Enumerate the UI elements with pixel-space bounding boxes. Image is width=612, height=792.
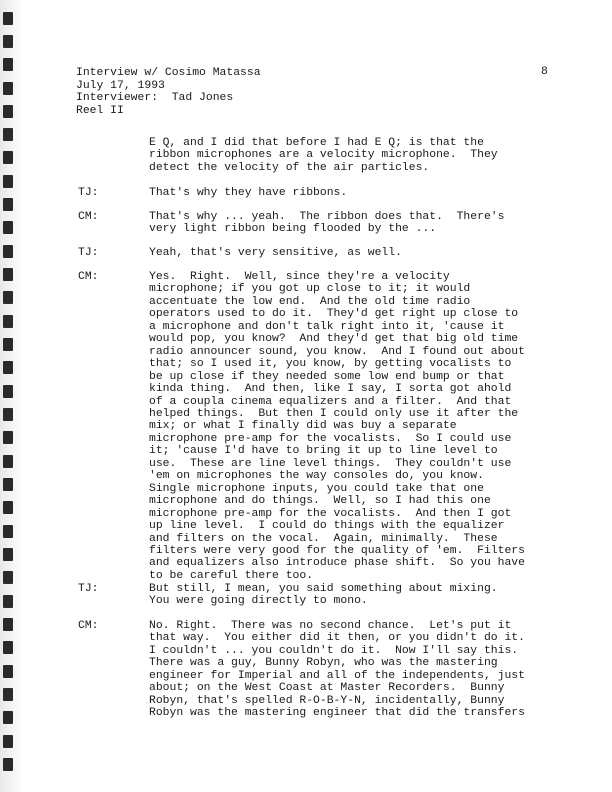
text-line: There was a guy, Bunny Robyn, who was the mastering: [149, 657, 498, 670]
binding-hole: [3, 758, 13, 771]
binding-hole: [3, 548, 13, 561]
binding-hole: [3, 665, 13, 678]
binding-hole: [3, 35, 13, 48]
binding-hole: [3, 525, 13, 538]
binding-hole: [3, 315, 13, 328]
utterance-text: [149, 187, 589, 199]
binding-hole: [3, 431, 13, 444]
speaker-label: CM:: [78, 271, 99, 283]
text-line: 'em on microphones the way consoles do, you know.: [149, 470, 484, 483]
text-line: Yeah, that's very sensitive, as well.: [149, 247, 402, 259]
text-line: E Q, and I did that before I had E Q; is that the: [149, 137, 484, 149]
binding-margin: [0, 0, 22, 792]
binding-hole: [3, 221, 13, 234]
binding-hole: [3, 595, 13, 608]
text-line: I couldn't ... you couldn't do it. Now I'll say this.: [149, 644, 519, 657]
utterance-text: [149, 271, 589, 582]
binding-hole: [3, 245, 13, 258]
binding-hole: [3, 501, 13, 514]
text-line: that; so I used it, you know, by getting vocalists to: [149, 358, 512, 371]
binding-hole: [3, 408, 13, 421]
text-line: Single microphone inputs, you could take that one: [149, 482, 484, 495]
utterance-text: [149, 620, 589, 720]
binding-hole: [3, 478, 13, 491]
interview-date: July 17, 1993: [76, 79, 165, 92]
binding-hole: [3, 361, 13, 374]
text-line: Robyn was the mastering engineer that did the transfers: [149, 707, 525, 720]
text-line: microphone and do things. Well, so I had this one: [149, 495, 491, 508]
binding-hole: [3, 198, 13, 211]
text-line: microphone pre-amp for the vocalists. And then I got: [149, 507, 512, 520]
binding-hole: [3, 618, 13, 631]
binding-hole: [3, 688, 13, 701]
reel-label: Reel II: [76, 104, 124, 117]
text-line: of a coupla cinema equalizers and a filter. And that: [149, 395, 512, 408]
text-line: microphone pre-amp for the vocalists. So I could use: [149, 432, 512, 445]
text-line: kinda thing. And then, like I say, I sorta got ahold: [149, 383, 512, 396]
text-line: That's why they have ribbons.: [149, 187, 348, 199]
text-line: to be careful there too.: [149, 569, 314, 582]
speaker-label: CM:: [78, 620, 99, 632]
binding-hole: [3, 12, 13, 25]
document-header: [76, 67, 261, 117]
text-line: ribbon microphones are a velocity microphone. They: [149, 149, 498, 162]
speaker-label: CM:: [78, 211, 99, 223]
text-line: up line level. I could do things with the equalizer: [149, 520, 505, 533]
text-line: a microphone and don't talk right into it, 'cause it: [149, 320, 505, 333]
interviewer-line: Interviewer: Tad Jones: [76, 92, 234, 104]
text-line: and filters on the vocal. Again, minimally. These: [149, 532, 498, 545]
interview-title: Interview w/ Cosimo Matassa: [76, 67, 261, 79]
text-line: Robyn, that's spelled R-O-B-Y-N, incidentally, Bunny: [149, 694, 505, 707]
text-line: helped things. But then I could only use it after the: [149, 407, 519, 420]
utterance-text: [149, 583, 589, 608]
binding-hole: [3, 641, 13, 654]
text-line: and equalizers also introduce phase shift. So you have: [149, 557, 525, 570]
binding-hole: [3, 711, 13, 724]
text-line: filters were very good for the quality of 'em. Filters: [149, 544, 525, 557]
binding-hole: [3, 571, 13, 584]
binding-hole: [3, 291, 13, 304]
binding-hole: [3, 105, 13, 118]
text-line: about; on the West Coast at Master Recorders. Bunny: [149, 682, 505, 695]
speaker-label: TJ:: [78, 247, 99, 259]
binding-hole: [3, 385, 13, 398]
text-line: That's why ... yeah. The ribbon does that. There's: [149, 211, 505, 223]
binding-hole: [3, 338, 13, 351]
text-line: microphone; if you got up close to it; it would: [149, 283, 471, 296]
binding-hole: [3, 58, 13, 71]
binding-hole: [3, 151, 13, 164]
text-line: be up close if they needed some low end bump or that: [149, 370, 505, 383]
text-line: mix; or what I finally did was buy a separate: [149, 420, 457, 433]
text-line: use. These are line level things. They couldn't use: [149, 457, 512, 470]
text-line: But still, I mean, you said something about mixing.: [149, 583, 498, 595]
binding-hole: [3, 268, 13, 281]
text-line: radio announcer sound, you know. And I found out about: [149, 345, 525, 358]
utterance-text: [149, 247, 589, 259]
text-line: would pop, you know? And they'd get that big old time: [149, 333, 519, 346]
utterance-text: [149, 137, 589, 174]
binding-hole: [3, 82, 13, 95]
binding-hole: [3, 128, 13, 141]
text-line: operators used to do it. They'd get right up close to: [149, 308, 519, 321]
text-line: very light ribbon being flooded by the ...: [149, 223, 437, 236]
speaker-label: TJ:: [78, 187, 99, 199]
utterance-text: [149, 211, 589, 236]
text-line: You were going directly to mono.: [149, 595, 368, 608]
text-line: that way. You either did it then, or you didn't do it.: [149, 632, 525, 645]
text-line: No. Right. There was no second chance. Let's put it: [149, 620, 512, 632]
text-line: engineer for Imperial and all of the independents, just: [149, 669, 525, 682]
text-line: it; 'cause I'd have to bring it up to line level to: [149, 445, 498, 458]
binding-hole: [3, 175, 13, 188]
text-line: accentuate the low end. And the old time radio: [149, 295, 471, 308]
binding-hole: [3, 455, 13, 468]
speaker-label: TJ:: [78, 583, 99, 595]
page-number: 8: [541, 66, 548, 78]
text-line: Yes. Right. Well, since they're a velocity: [149, 271, 450, 283]
binding-hole: [3, 735, 13, 748]
text-line: detect the velocity of the air particles.: [149, 161, 430, 174]
